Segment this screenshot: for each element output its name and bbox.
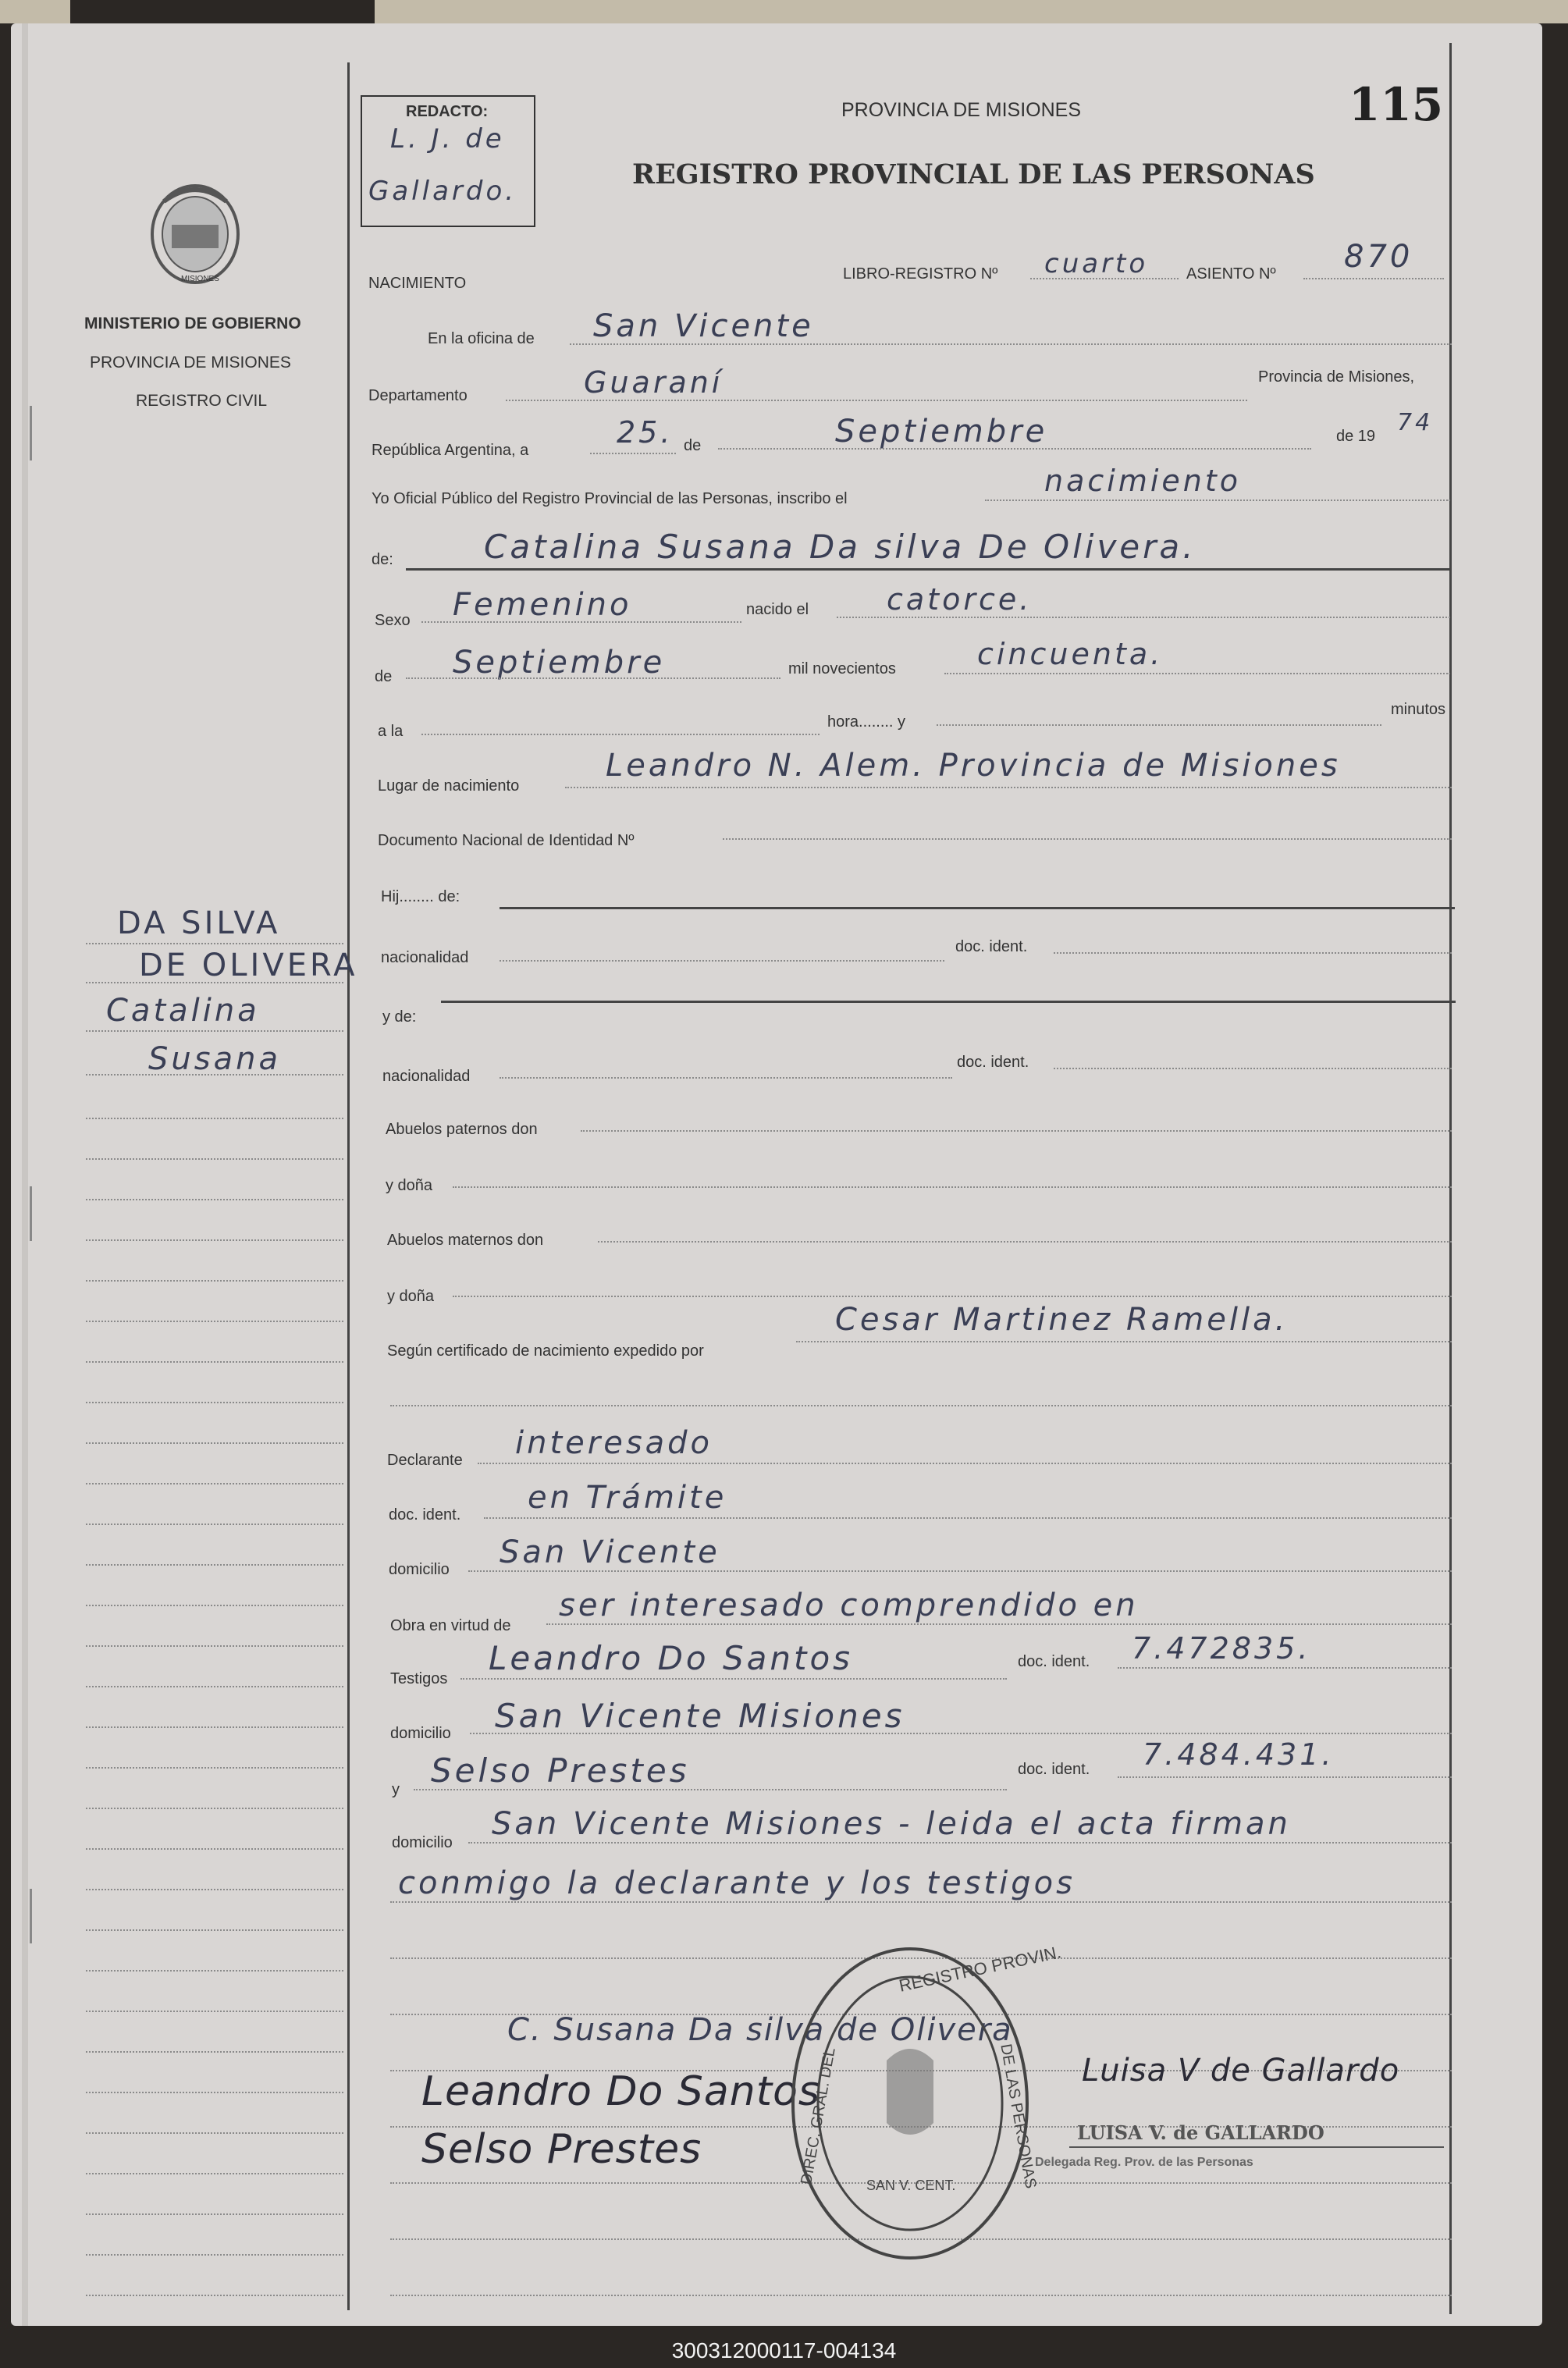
ministry-name: MINISTERIO DE GOBIERNO (84, 315, 301, 332)
nacido-label: nacido el (746, 601, 809, 618)
ydona1-label: y doña (386, 1177, 433, 1194)
page-spine (22, 23, 28, 2326)
abuelos-maternos-label: Abuelos maternos don (387, 1232, 544, 1249)
libro-label: LIBRO-REGISTRO Nº (843, 265, 998, 283)
right-margin-line (1449, 43, 1452, 2314)
seal-left-text: DIREC. GRAL. DEL (798, 2046, 839, 2186)
image-id-footer: 300312000117-004134 (0, 2334, 1568, 2368)
stamp-role: Delegada Reg. Prov. de las Personas (1035, 2156, 1253, 2169)
testigo1-value: Leandro Do Santos (489, 1639, 854, 1677)
dia-value: 25. (617, 415, 674, 450)
ministry-province: PROVINCIA DE MISIONES (90, 354, 291, 372)
redacto-label: REDACTO: (406, 103, 489, 120)
t1-doc-value: 7.472835. (1132, 1631, 1311, 1666)
domicilio-label: domicilio (389, 1561, 450, 1578)
obra-value: ser interesado comprendido en (559, 1588, 1139, 1623)
binding-strap-right (375, 0, 1568, 23)
signature-declarante: C. Susana Da silva de Olivera (507, 2012, 1013, 2048)
doc-ident2-label: doc. ident. (957, 1054, 1029, 1071)
t2-doc-label: doc. ident. (1018, 1761, 1090, 1778)
t2-doc-value: 7.484.431. (1143, 1737, 1335, 1772)
registry-title: REGISTRO PROVINCIAL DE LAS PERSONAS (632, 158, 1315, 190)
departamento-value: Guaraní (584, 365, 724, 400)
abuelos-paternos-label: Abuelos paternos don (386, 1121, 538, 1138)
minutos-label: minutos (1391, 701, 1446, 718)
declarante-value: interesado (515, 1425, 713, 1461)
nacionalidad-label: nacionalidad (381, 949, 469, 966)
binding-stitch (30, 1889, 32, 1943)
signature-testigo2: Selso Prestes (421, 2126, 702, 2173)
hora-label: hora........ y (827, 713, 906, 731)
seal-bottom-text: SAN V. CENT. (866, 2178, 956, 2193)
binding-stitch (30, 406, 32, 460)
nombre-value: Catalina Susana Da silva De Olivera. (484, 528, 1196, 566)
mes-nac-value: Septiembre (453, 645, 666, 681)
nacimiento-label: NACIMIENTO (368, 275, 467, 292)
dom-t1-label: domicilio (390, 1725, 451, 1742)
segun-value: Cesar Martinez Ramella. (835, 1302, 1289, 1338)
margin-given2: Susana (148, 1041, 281, 1077)
declarante-label: Declarante (387, 1452, 463, 1469)
stamp-name: LUISA V. de GALLARDO (1077, 2121, 1324, 2144)
dni-label: Documento Nacional de Identidad Nº (378, 832, 635, 849)
testigo2-value: Selso Prestes (431, 1751, 690, 1790)
oficina-label: En la oficina de (428, 330, 535, 347)
doc-ident-label: doc. ident. (955, 938, 1028, 955)
docid-value: en Trámite (528, 1480, 727, 1516)
ydona2-label: y doña (387, 1288, 435, 1305)
asiento-label: ASIENTO Nº (1186, 265, 1276, 283)
ala-label: a la (378, 723, 404, 740)
lugar-value: Leandro N. Alem. Provincia de Misiones (606, 748, 1341, 784)
dom-t1-value: San Vicente Misiones (495, 1697, 905, 1735)
oficial-value: nacimiento (1044, 464, 1242, 498)
asiento-value: 870 (1344, 239, 1413, 275)
obra-label: Obra en virtud de (390, 1617, 511, 1634)
hij-label: Hij........ de: (381, 888, 460, 905)
nacionalidad2-label: nacionalidad (382, 1068, 471, 1085)
dom-t2-label: domicilio (392, 1834, 453, 1851)
sexo-label: Sexo (375, 612, 411, 629)
seal-right-text: DE LAS PERSONAS (997, 2043, 1040, 2190)
republica-label: República Argentina, a (372, 442, 529, 459)
mil-label: mil novecientos (788, 660, 896, 677)
anio-nac-value: cincuenta. (977, 637, 1164, 671)
margin-surname1: DA SILVA (117, 905, 281, 941)
segun-label: Según certificado de nacimiento expedido por (387, 1342, 704, 1360)
province-header: PROVINCIA DE MISIONES (841, 99, 1082, 121)
oficina-value: San Vicente (593, 308, 814, 344)
provincia-suffix: Provincia de Misiones, (1258, 368, 1415, 386)
de-label: de (684, 437, 702, 454)
signature-testigo1: Leandro Do Santos (421, 2068, 821, 2115)
province-emblem-icon (140, 178, 250, 287)
testigos-label: Testigos (390, 1670, 448, 1687)
closing-value: conmigo la declarante y los testigos (398, 1865, 1076, 1901)
libro-value: cuarto (1044, 248, 1149, 279)
binding-strap-left (0, 0, 70, 23)
anio-value: 74 (1397, 409, 1434, 436)
dom-t2-value: San Vicente Misiones - leida el acta firman (492, 1806, 1291, 1842)
domicilio-value: San Vicente (500, 1534, 720, 1570)
seal-top-text: REGISTRO PROVIN. (897, 1942, 1063, 1996)
docid-label: doc. ident. (389, 1506, 461, 1524)
lugar-label: Lugar de nacimiento (378, 777, 520, 795)
ministry-registro: REGISTRO CIVIL (136, 392, 268, 410)
page-number: 115 (1349, 78, 1444, 131)
signature-oficial: Luisa V de Gallardo (1082, 2053, 1400, 2089)
column-divider (347, 62, 350, 2310)
anio-label: de 19 (1336, 428, 1376, 445)
oficial-label: Yo Oficial Público del Registro Provincial de las Personas, inscribo el (372, 490, 848, 507)
redacto-name-line2: Gallardo. (368, 176, 517, 207)
de2-label: de: (372, 551, 393, 568)
de3-label: de (375, 668, 393, 685)
nacido-value: catorce. (887, 582, 1033, 617)
redacto-name-line1: L. J. de (390, 123, 505, 155)
binding-stitch (30, 1186, 32, 1241)
y-label: y (392, 1781, 400, 1798)
sexo-value: Femenino (453, 587, 632, 623)
margin-surname2: DE OLIVERA (139, 948, 358, 983)
t1-doc-label: doc. ident. (1018, 1653, 1090, 1670)
margin-given1: Catalina (106, 993, 260, 1029)
emblem-caption: MISIONES (181, 275, 219, 283)
mes-value: Septiembre (835, 414, 1048, 450)
yde-label: y de: (382, 1008, 417, 1026)
departamento-label: Departamento (368, 387, 468, 404)
